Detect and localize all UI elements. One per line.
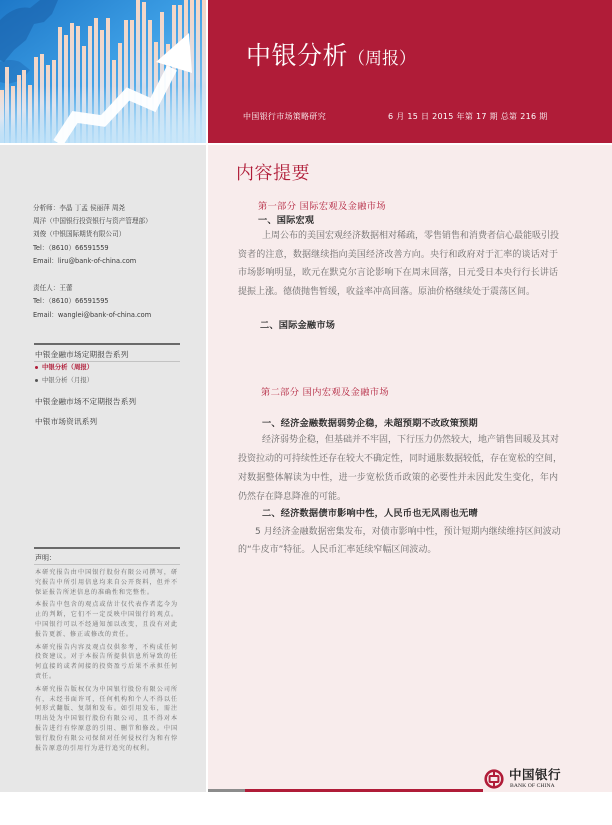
disclaimer-line: 中国银行可以不经通知加以改变，且没有对此 [35,621,178,628]
part2-section1-heading: 一、经济金融数据弱势企稳，未超预期不改政策预期 [262,418,478,429]
report-title-text: 中银分析 [246,41,349,70]
part1-heading: 第一部分 国际宏观及金融市场 [258,201,386,212]
disclaimer-divider [34,547,180,549]
analyst-tel: Tel：（8610）66591559 [33,244,109,252]
disclaimer-line: 何直接的或者间接的投资盈亏后果不承担任何 [35,663,178,671]
disclaimer-line: 本研究报告内容及观点仅供参考，不构成任何 [35,643,178,651]
disclaimer-line: 究报告中所引用信息均来自公开资料，但并不 [35,578,178,586]
paragraph-line: 经济弱势企稳，但基础并不牢固，下行压力仍然较大，地产销售回暖及其对 [262,435,560,445]
disclaimer-line: 投资建议。对于本报告所提供信息所导致的任 [35,653,178,661]
logo-text-english: BANK OF CHINA [510,783,555,789]
paragraph-line: 的“牛皮市”特征。人民币汇率延续窄幅区间波动。 [238,545,437,555]
disclaimer-line: 保证报告所述信息的准确性和完整性。 [35,588,154,596]
part2-section2-heading: 二、经济数据债市影响中性，人民币也无风雨也无晴 [262,508,478,519]
issue-info: 6 月 15 日 2015 年第 17 期 总第 216 期 [388,112,548,121]
disclaimer-line: 明出处为中国银行股份有限公司，且不得对本 [35,715,178,723]
paragraph-line: 上周公布的美国宏观经济数据相对稀疏，零售销售和消费者信心最能吸引投 [262,231,560,241]
part1-section1-heading: 一、国际宏观 [258,215,315,226]
part2-heading: 第二部分 国内宏观及金融市场 [261,387,389,398]
responsible-person: 责任人：王蕾 [33,284,73,292]
report-title-suffix: （周报） [348,49,417,69]
disclaimer-line: 报告更新、修正或修改的责任。 [35,630,133,638]
periodic-series-title[interactable]: 中银金融市场定期报告系列 [35,350,129,359]
series-item-label: 中银分析（周报） [42,363,94,371]
disclaimer-title: 声明： [35,554,56,562]
footer-bar-gray [208,789,245,792]
header-banner [208,0,612,143]
disclaimer-line: 本报告中包含的观点或估计仅代表作者迄今为 [35,601,178,609]
responsible-tel: Tel：（8610）66591595 [33,297,109,305]
disclaimer-line: 银行股份有限公司保留对任何侵权行为和有悖 [35,734,178,742]
series-divider [34,343,180,345]
info-series-title[interactable]: 中银市场资讯系列 [35,417,98,426]
paragraph-line: 提振上涨。德债抛售暂缓，收益率冲高回落。原油价格继续处于震荡区间。 [238,287,536,297]
series-title-underline [34,361,180,362]
bullet-icon [35,366,38,369]
paragraph-line: 5 月经济金融数据密集发布，对债市影响中性，预计短期内继续维持区间波动 [255,527,561,537]
paragraph-line: 资者的注意，数据继续指向美国经济改善方向。央行和政府对于汇率的谈话对于 [238,249,558,260]
analyst-affiliation-2: 刘俊（中银国际期货有限公司） [33,230,126,238]
series-item-label: 中银分析（月报） [42,376,94,384]
responsible-email[interactable]: Email：wanglei@bank-of-china.com [33,311,152,319]
bullet-icon [35,379,38,382]
rising-bar-chart-illustration-icon [0,0,206,143]
disclaimer-line: 责任。 [35,673,56,680]
analyst-affiliation-1: 周洋（中国银行投资银行与资产管理部） [33,217,152,225]
analyst-email[interactable]: Email：liru@bank-of-china.com [33,257,137,265]
series-item-weekly[interactable] [35,363,93,372]
report-title [246,40,416,75]
disclaimer-title-underline [34,564,180,565]
disclaimer-line: 何形式翻版、复制和发布。如引用发布，需注 [35,705,178,713]
irregular-series-title[interactable]: 中银金融市场不定期报告系列 [35,397,137,406]
paragraph-line: 市场影响明显，欧元在默克尔言论影响下在周末回落，日元受日本央行行长讲话 [238,268,558,278]
disclaimer-line: 止的判断，它们不一定反映中国银行的观点。 [35,611,178,619]
disclaimer-line: 本研究报告由中国银行股份有限公司撰写，研 [35,569,178,576]
part1-section2-heading: 二、国际金融市场 [260,320,336,331]
series-item-monthly[interactable] [35,376,93,385]
paragraph-line: 仍然存在降息降准的可能。 [238,492,347,502]
disclaimer-line: 报告原意的引用行为进行追究的权利。 [35,744,154,752]
summary-title: 内容提要 [236,163,310,184]
paragraph-line: 投资拉动的可持续性还存在较大不确定性，同时通胀数据较低，存在宽松的空间， [238,454,563,464]
disclaimer-line: 有，未经书面许可，任何机构和个人不得以任 [35,695,178,703]
footer-bar-red [245,789,483,792]
summary-panel [208,145,612,792]
disclaimer-line: 报告进行有悖原意的引用、删节和修改。中国 [35,725,178,732]
publisher-subtitle: 中国银行市场策略研究 [243,112,326,121]
bank-of-china-logo-icon [484,769,504,789]
logo-text-chinese: 中国银行 [509,767,562,782]
analyst-names: 分析师：李晶 丁孟 侯丽萍 周尧 [33,204,126,212]
disclaimer-line: 本研究报告版权仅为中国银行股份有限公司所 [35,685,178,693]
paragraph-line: 对数据整体解读为中性，进一步宽松货币政策的必要性并未因此发生变化，年内 [238,473,558,483]
cover-image [0,0,206,143]
